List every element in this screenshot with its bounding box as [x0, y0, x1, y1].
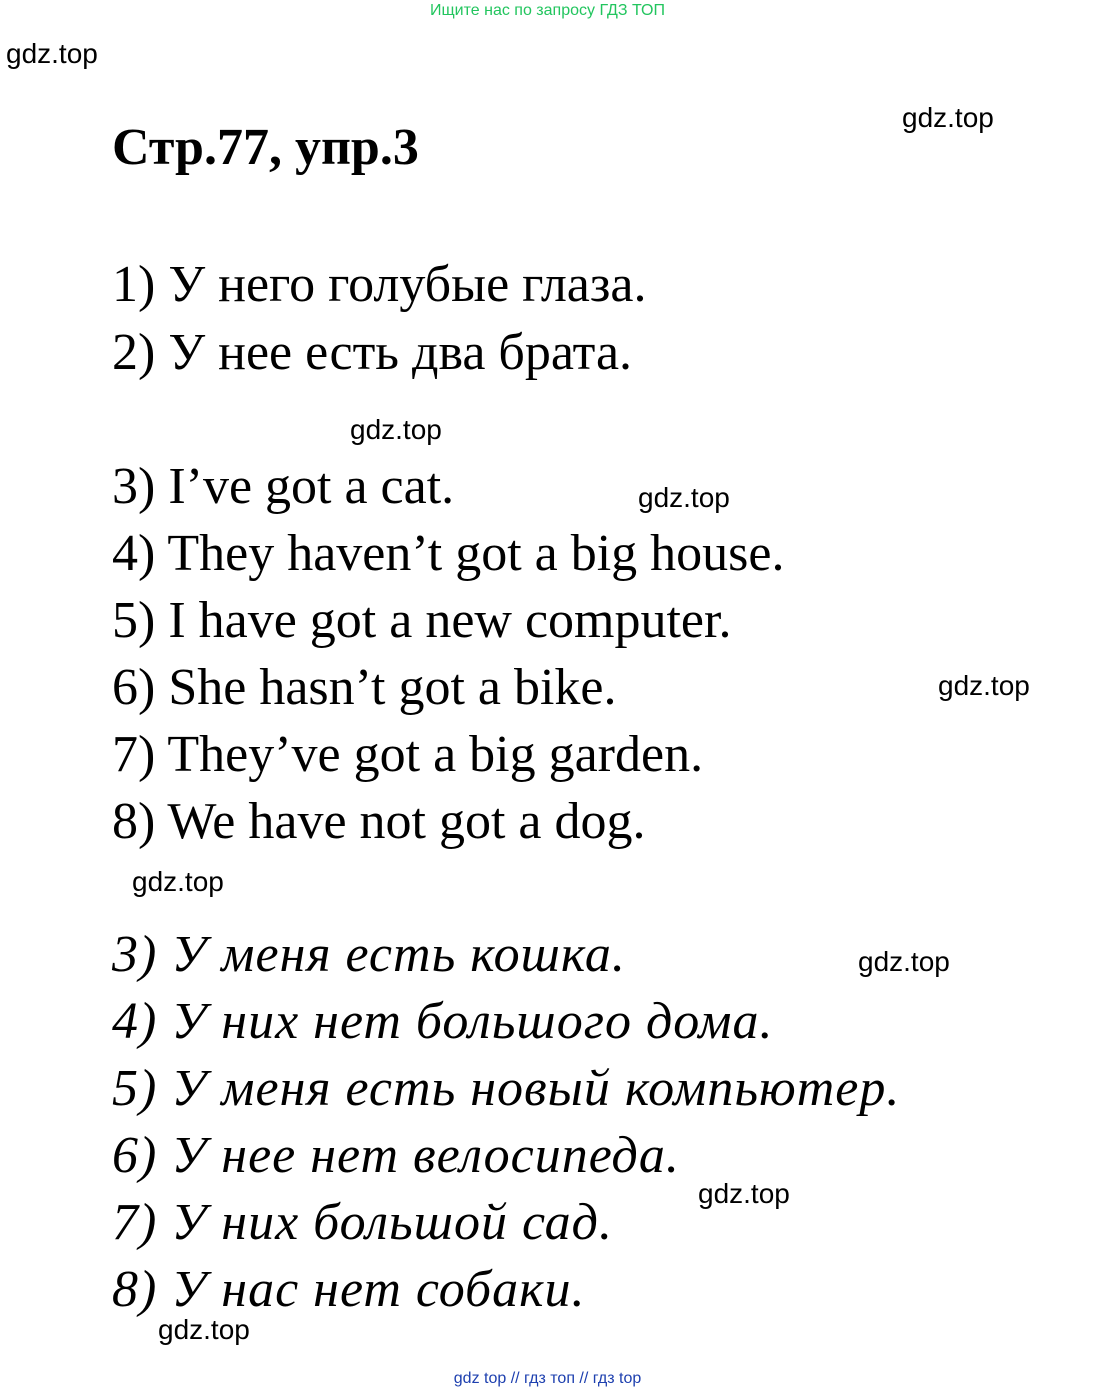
watermark: gdz.top: [6, 38, 98, 69]
answer-line: 1) У него голубые глаза.: [112, 256, 647, 313]
answer-line: 3) I’ve got a cat.: [112, 458, 455, 515]
page-title: Стр.77, упр.3: [112, 119, 419, 176]
translation-line: 5) У меня есть новый компьютер.: [112, 1060, 901, 1117]
answer-line: 8) We have not got a dog.: [112, 793, 646, 850]
watermark: gdz.top: [698, 1178, 790, 1209]
answer-line: 5) I have got a new computer.: [112, 592, 732, 649]
watermark: gdz.top: [938, 670, 1030, 701]
footer-links[interactable]: gdz top // гдз топ // гдз top: [453, 1370, 642, 1387]
watermark: gdz.top: [638, 482, 730, 513]
watermark: gdz.top: [158, 1314, 250, 1345]
translation-line: 7) У них большой сад.: [112, 1194, 613, 1251]
answer-line: 7) They’ve got a big garden.: [112, 726, 704, 783]
watermark: gdz.top: [132, 866, 224, 897]
translation-line: 6) У нее нет велосипеда.: [112, 1127, 680, 1184]
top-banner-link[interactable]: Ищите нас по запросу ГДЗ ТОП: [430, 2, 665, 19]
watermark: gdz.top: [902, 102, 994, 133]
watermark: gdz.top: [858, 946, 950, 977]
translation-line: 8) У нас нет собаки.: [112, 1261, 586, 1318]
watermark: gdz.top: [350, 414, 442, 445]
answer-line: 6) She hasn’t got a bike.: [112, 659, 617, 716]
translation-line: 4) У них нет большого дома.: [112, 993, 774, 1050]
answer-line: 2) У нее есть два брата.: [112, 324, 633, 381]
answer-line: 4) They haven’t got a big house.: [112, 525, 785, 582]
translation-line: 3) У меня есть кошка.: [112, 926, 626, 983]
